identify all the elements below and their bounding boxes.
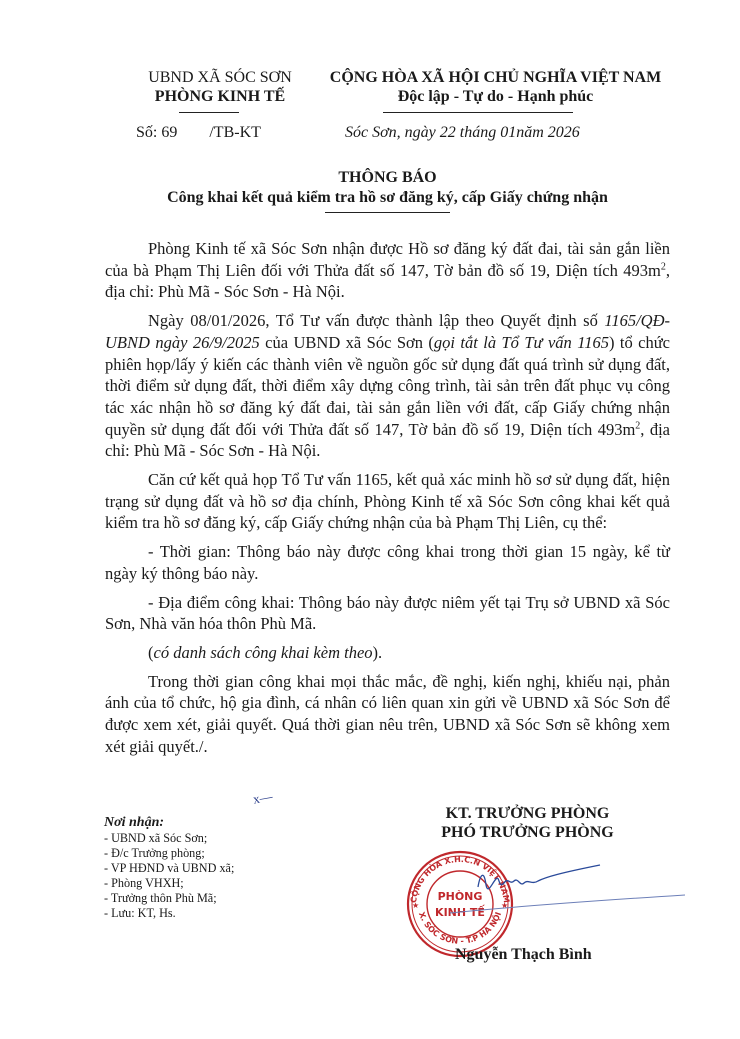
agency-parent: UBND XÃ SÓC SƠN: [148, 69, 292, 86]
paragraph-2: Ngày 08/01/2026, Tổ Tư vấn được thành lập theo Quyết định số 1165/QĐ-UBND ngày 26/9/2025 của UBND xã Sóc Sơn (gọi tắt là Tổ Tư vấn 1165) tổ chức phiên họp/lấy ý kiến các thành viên về nguồn gốc sử dụng đất quá trình sử dụng đất, thời điểm sử dụng đất, thời điểm xây dựng công trình, tài sản trên đất phục vụ công tác xác nhận hồ sơ đăng ký đất đai, tài sản gắn liền với đất, cấp Giấy chứng nhận quyền sử dụng đất đối với Thửa đất số 147, Tờ bản đồ số 19, Diện tích $493m^2$, địa chỉ: Phù Mã - Sóc Sơn - Hà Nội.: [105, 311, 670, 461]
title-subtitle: Công khai kết quả kiểm tra hồ sơ đăng ký, cấp Giấy chứng nhận: [167, 189, 608, 206]
recipient-item: - Phòng VHXH;: [104, 876, 184, 890]
handwritten-signature-icon: [450, 855, 690, 915]
signer-name: Nguyễn Thạch Bình: [455, 946, 592, 963]
agency-underline: [179, 112, 239, 113]
doc-number-label: Số: 69: [136, 124, 178, 141]
paragraph-3: Căn cứ kết quả họp Tổ Tư vấn 1165, kết quả xác minh hồ sơ sử dụng đất, hiện trạng sử dụng đất và hồ sơ địa chính, Phòng Kinh tế xã Sóc Sơn công khai kết quả kiểm tra hồ sơ đăng ký, cấp Giấy chứng nhận của bà Phạm Thị Liên, cụ thể:: [105, 470, 670, 533]
place-date: Sóc Sơn, ngày 22 tháng 01năm 2026: [345, 124, 580, 141]
country-name: CỘNG HÒA XÃ HỘI CHỦ NGHĨA VIỆT NAM: [329, 69, 662, 86]
recipients-block: [104, 815, 234, 921]
svg-text:PHÒNG: PHÒNG: [437, 890, 483, 903]
recipients-heading: Nơi nhận:: [104, 815, 165, 830]
paragraph-time: - Thời gian: Thông báo này được công khai trong thời gian 15 ngày, kể từ ngày ký thông báo này.: [105, 542, 670, 583]
document-body: [105, 238, 670, 757]
doc-number-suffix: /TB-KT: [209, 124, 261, 141]
signature-line-2: PHÓ TRƯỞNG PHÒNG: [441, 824, 614, 841]
recipient-item: - Lưu: KT, Hs.: [104, 906, 176, 920]
svg-text:CỘNG HÒA X.H.C.N VIỆT NAM: CỘNG HÒA X.H.C.N VIỆT NAM: [409, 854, 512, 904]
agency-name: PHÒNG KINH TẾ: [154, 88, 286, 105]
national-header: [318, 68, 673, 106]
national-motto: Độc lập - Tự do - Hạnh phúc: [397, 88, 594, 105]
handwritten-mark-icon: x—: [251, 788, 274, 807]
paragraph-attachment: (có danh sách công khai kèm theo).: [148, 642, 383, 662]
document-title: [105, 168, 670, 208]
paragraph-location: - Địa điểm công khai: Thông báo này được niêm yết tại Trụ sở UBND xã Sóc Sơn, Nhà văn hóa thôn Phù Mã.: [105, 592, 670, 634]
title-main: THÔNG BÁO: [338, 169, 437, 186]
recipient-item: - VP HĐND và UBND xã;: [104, 861, 235, 875]
motto-underline: [383, 112, 573, 113]
signature-line-1: KT. TRƯỞNG PHÒNG: [445, 805, 610, 822]
svg-text:KINH TẾ: KINH TẾ: [435, 906, 485, 919]
title-divider: [325, 212, 450, 213]
svg-text:X. SÓC SƠN - T.P HÀ NỘI: X. SÓC SƠN - T.P HÀ NỘI: [416, 910, 504, 946]
paragraph-feedback: Trong thời gian công khai mọi thắc mắc, đề nghị, kiến nghị, khiếu nại, phản ánh của tổ chức, hộ gia đình, cá nhân có liên quan xin gửi về UBND xã Sóc Sơn để được xem xét, giải quyết. Quá thời gian nêu trên, UBND xã Sóc Sơn sẽ không xem xét giải quyết./.: [105, 671, 670, 756]
recipient-item: - UBND xã Sóc Sơn;: [104, 831, 208, 845]
recipient-item: - Đ/c Trưởng phòng;: [104, 846, 205, 860]
issuing-agency: [105, 68, 335, 106]
document-number: [136, 124, 261, 142]
paragraph-1: Phòng Kinh tế xã Sóc Sơn nhận được Hồ sơ đăng ký đất đai, tài sản gắn liền của bà Phạm Thị Liên đối với Thửa đất số 147, Tờ bản đồ số 19, Diện tích $493m^2$, địa chỉ: Phù Mã - Sóc Sơn - Hà Nội.: [105, 239, 670, 302]
svg-text:★: ★: [412, 901, 420, 910]
svg-text:★: ★: [501, 901, 509, 910]
recipient-item: - Trưởng thôn Phù Mã;: [104, 891, 217, 905]
signature-title: [405, 804, 650, 842]
